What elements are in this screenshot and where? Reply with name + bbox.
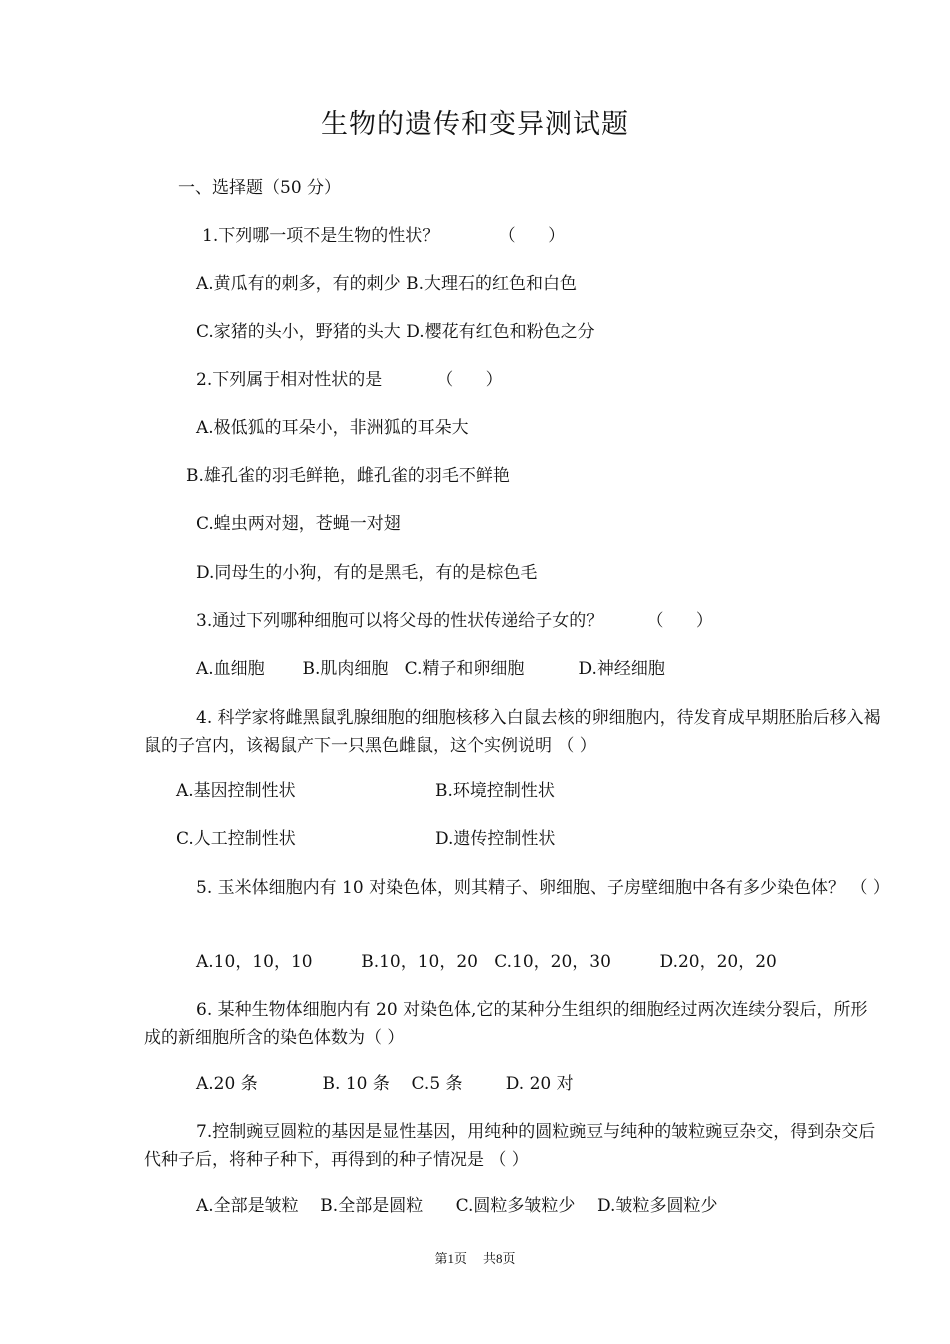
question-2: 2.下列属于相对性状的是 （ ） bbox=[196, 370, 503, 390]
question-2-option-b: B.雄孔雀的羽毛鲜艳，雌孔雀的羽毛不鲜艳 bbox=[186, 466, 510, 486]
question-2-option-c: C.蝗虫两对翅，苍蝇一对翅 bbox=[196, 514, 401, 534]
page-title: 生物的遗传和变异测试题 bbox=[321, 109, 629, 140]
question-6: 6. 某种生物体细胞内有 20 对染色体,它的某种分生组织的细胞经过两次连续分裂后，所形成的新细胞所含的染色体数为（ ） bbox=[144, 1000, 868, 1048]
question-4-option-c: C.人工控制性状 bbox=[176, 829, 296, 849]
question-5-options: A.10，10，10 B.10，10，20 C.10，20，30 D.20，20，20 bbox=[196, 952, 777, 972]
page-total: 共8页 bbox=[483, 1251, 516, 1266]
question-4-option-a: A.基因控制性状 bbox=[176, 781, 296, 801]
question-2-option-a: A.极低狐的耳朵小，非洲狐的耳朵大 bbox=[196, 418, 469, 438]
page-number: 第1页 bbox=[434, 1251, 467, 1266]
question-4-option-d: D.遗传控制性状 bbox=[435, 829, 556, 849]
question-7: 7.控制豌豆圆粒的基因是显性基因，用纯种的圆粒豌豆与纯种的皱粒豌豆杂交，得到杂交后代种子后，将种子种下，再得到的种子情况是 （ ） bbox=[144, 1122, 876, 1170]
question-4: 4. 科学家将雌黑鼠乳腺细胞的细胞核移入白鼠去核的卵细胞内，待发育成早期胚胎后移入褐鼠的子宫内，该褐鼠产下一只黑色雌鼠，这个实例说明 （ ） bbox=[144, 708, 881, 756]
question-3: 3.通过下列哪种细胞可以将父母的性状传递给子女的？ （ ） bbox=[196, 611, 713, 631]
question-1-options-ab: A.黄瓜有的刺多，有的刺少 B.大理石的红色和白色 bbox=[196, 274, 577, 294]
question-7-options: A.全部是皱粒 B.全部是圆粒 C.圆粒多皱粒少 D.皱粒多圆粒少 bbox=[196, 1196, 718, 1216]
question-3-options: A.血细胞 B.肌肉细胞 C.精子和卵细胞 D.神经细胞 bbox=[196, 659, 665, 679]
page-footer bbox=[0, 1248, 950, 1267]
question-6-options: A.20 条 B. 10 条 C.5 条 D. 20 对 bbox=[196, 1074, 574, 1094]
question-1: 1.下列哪一项不是生物的性状？ （ ） bbox=[202, 226, 566, 246]
question-2-option-d: D.同母生的小狗，有的是黑毛，有的是棕色毛 bbox=[196, 563, 538, 583]
question-5: 5. 玉米体细胞内有 10 对染色体，则其精子、卵细胞、子房壁细胞中各有多少染色体？ （ ） bbox=[196, 878, 890, 898]
question-1-options-cd: C.家猪的头小，野猪的头大 D.樱花有红色和粉色之分 bbox=[196, 322, 595, 342]
question-4-option-b: B.环境控制性状 bbox=[435, 781, 555, 801]
section-heading: 一、选择题（50 分） bbox=[178, 178, 342, 198]
